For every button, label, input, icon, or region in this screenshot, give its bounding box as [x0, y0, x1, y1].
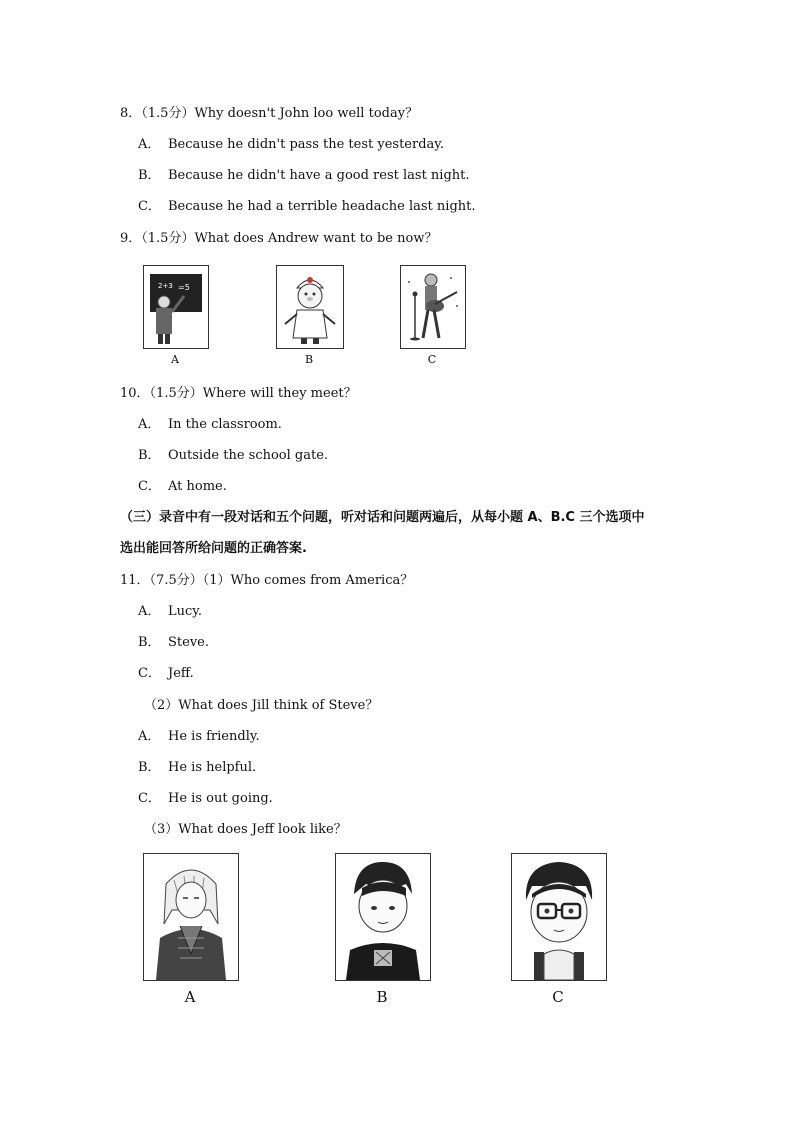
option-text: He is out going. [168, 791, 273, 806]
q11-stem: 11．（7.5分）（1）Who comes from America？ [120, 573, 414, 588]
option-letter: B． [138, 448, 161, 463]
q9-label-c: C [427, 353, 437, 366]
option-text: Jeff. [168, 666, 194, 681]
q11-image-c-glasses [511, 853, 607, 981]
option-text: He is helpful. [168, 760, 257, 775]
option-letter: A． [138, 137, 161, 152]
q8-option-c [138, 199, 476, 215]
option-letter: A． [138, 729, 161, 744]
option-text: Steve. [168, 635, 209, 650]
guitarist-icon [401, 266, 465, 348]
option-letter: C． [138, 479, 161, 494]
q11-2-option-c [138, 791, 273, 807]
q9-stem: 9．（1.5分）What does Andrew want to be now？ [120, 231, 438, 246]
q11-1-option-c [138, 666, 194, 682]
q9-image-b-doctor [276, 265, 344, 349]
option-text: He is friendly. [168, 729, 260, 744]
q11-label-a: A [184, 988, 196, 1006]
option-letter: A． [138, 417, 161, 432]
q10-stem: 10．（1.5分）Where will they meet？ [120, 386, 357, 401]
option-letter: C． [138, 199, 161, 214]
option-text: Because he had a terrible headache last night. [168, 199, 476, 214]
q11-part2-stem: （2）What does Jill think of Steve？ [144, 698, 379, 713]
option-letter: B． [138, 760, 161, 775]
q11-image-a-long-hair [143, 853, 239, 981]
q11-part3-stem: （3）What does Jeff look like？ [144, 822, 347, 837]
option-text: Because he didn't have a good rest last night. [168, 168, 470, 183]
svg-text:2+3: 2+3 [158, 282, 173, 290]
option-letter: C． [138, 666, 161, 681]
q8-option-a [138, 137, 444, 153]
boy-short-hair-icon [336, 854, 430, 980]
section-3-instruction-line2: 选出能回答所给问题的正确答案. [120, 541, 307, 556]
q10-option-b [138, 448, 328, 464]
q11-2-option-b [138, 760, 256, 776]
q9-image-c-singer [400, 265, 466, 349]
q8-stem: 8．（1.5分）Why doesn't John loo well today？ [120, 106, 419, 121]
q10-option-a [138, 417, 282, 433]
long-hair-person-icon [144, 854, 238, 980]
q11-label-c: C [552, 988, 564, 1006]
option-letter: B． [138, 168, 161, 183]
doctor-icon [277, 266, 343, 348]
option-text: Lucy. [168, 604, 203, 619]
q11-2-option-a [138, 729, 260, 745]
option-text: Because he didn't pass the test yesterday. [168, 137, 445, 152]
q11-1-option-b [138, 635, 209, 651]
option-text: In the classroom. [168, 417, 282, 432]
option-letter: C． [138, 791, 161, 806]
option-text: At home. [168, 479, 227, 494]
svg-text:=5: =5 [178, 283, 190, 292]
section-3-instruction-line1: （三）录音中有一段对话和五个问题，听对话和问题两遍后，从每小题 A、B.C 三个选项中 [120, 510, 645, 525]
q9-label-a: A [171, 353, 179, 366]
option-letter: A． [138, 604, 161, 619]
q8-option-b [138, 168, 470, 184]
teacher-icon [144, 266, 208, 348]
option-text: Outside the school gate. [168, 448, 329, 463]
boy-with-glasses-icon [512, 854, 606, 980]
q9-image-a-teacher [143, 265, 209, 349]
q11-label-b: B [376, 988, 388, 1006]
option-letter: B． [138, 635, 161, 650]
q10-option-c [138, 479, 227, 495]
q11-1-option-a [138, 604, 202, 620]
q11-image-b-boy [335, 853, 431, 981]
q9-label-b: B [304, 353, 314, 366]
